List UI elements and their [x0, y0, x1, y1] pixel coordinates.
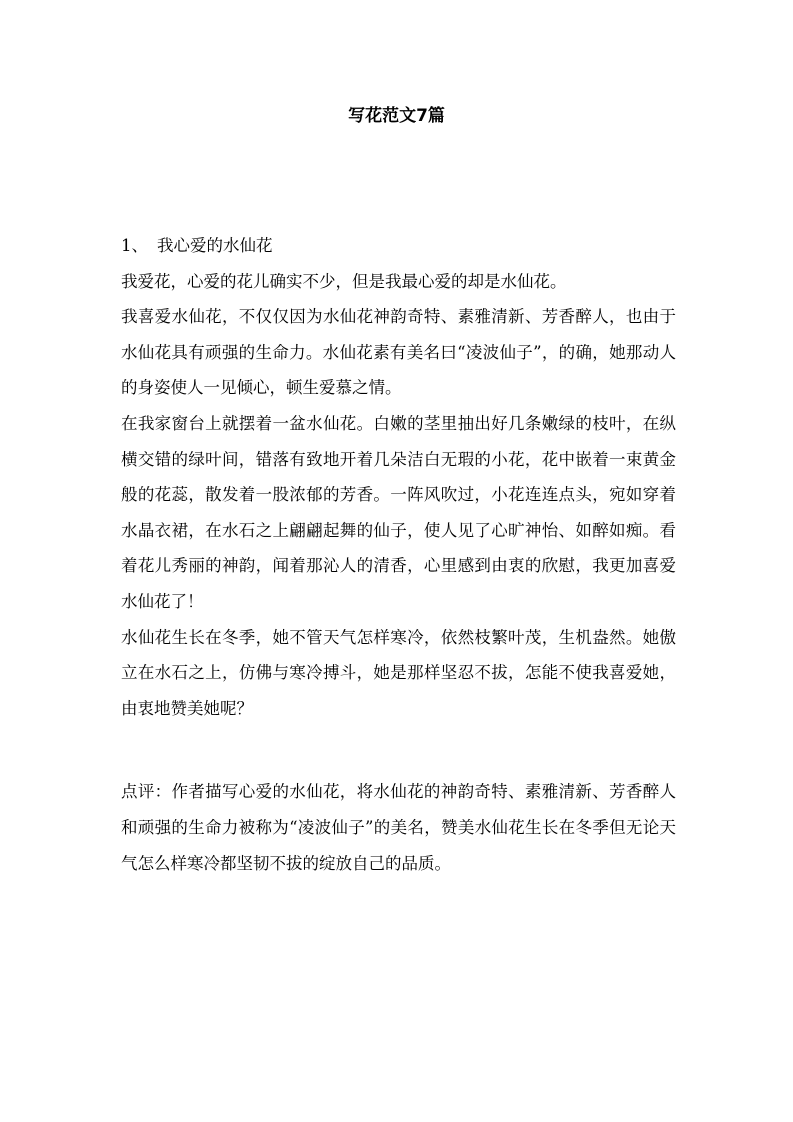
paragraph-2: 我喜爱水仙花，不仅仅因为水仙花神韵奇特、素雅清新、芳香醉人，也由于水仙花具有顽强的生命力。水仙花素有美名曰“凌波仙子”，的确，她那动人的身姿使人一见倾心，顿生爱慕之情。: [121, 307, 676, 398]
paragraph-4: 水仙花生长在冬季，她不管天气怎样寒冷，依然枝繁叶茂，生机盎然。她傲立在水石之上，仿佛与寒冷搏斗，她是那样坚忍不拔，怎能不使我喜爱她，由衷地赞美她呢？: [121, 627, 676, 718]
section-title: 我心爱的水仙花: [157, 236, 273, 255]
section-heading: [121, 228, 676, 264]
section-number: 1、: [121, 236, 148, 255]
paragraph-3: 在我家窗台上就摆着一盆水仙花。白嫩的茎里抽出好几条嫩绿的枝叶，在纵横交错的绿叶间，错落有致地开着几朵洁白无瑕的小花，花中嵌着一束黄金般的花蕊，散发着一股浓郁的芳香。一阵风吹过，小花连连点头，宛如穿着水晶衣裙，在水石之上翩翩起舞的仙子，使人见了心旷神怡、如醉如痴。看着花儿秀丽的神韵，闻着那沁人的清香，心里感到由衷的欣慰，我更加喜爱水仙花了！: [121, 413, 676, 611]
document-body: [121, 228, 676, 881]
comment-paragraph: 点评：作者描写心爱的水仙花，将水仙花的神韵奇特、素雅清新、芳香醉人和顽强的生命力被称为“凌波仙子”的美名，赞美水仙花生长在冬季但无论天气怎么样寒冷都坚韧不拔的绽放自己的品质。: [121, 782, 676, 873]
paragraph-1: 我爱花，心爱的花儿确实不少，但是我最心爱的却是水仙花。: [121, 271, 567, 291]
document-title: 写花范文7篇: [348, 106, 445, 126]
paragraph-spacer: [121, 726, 676, 774]
